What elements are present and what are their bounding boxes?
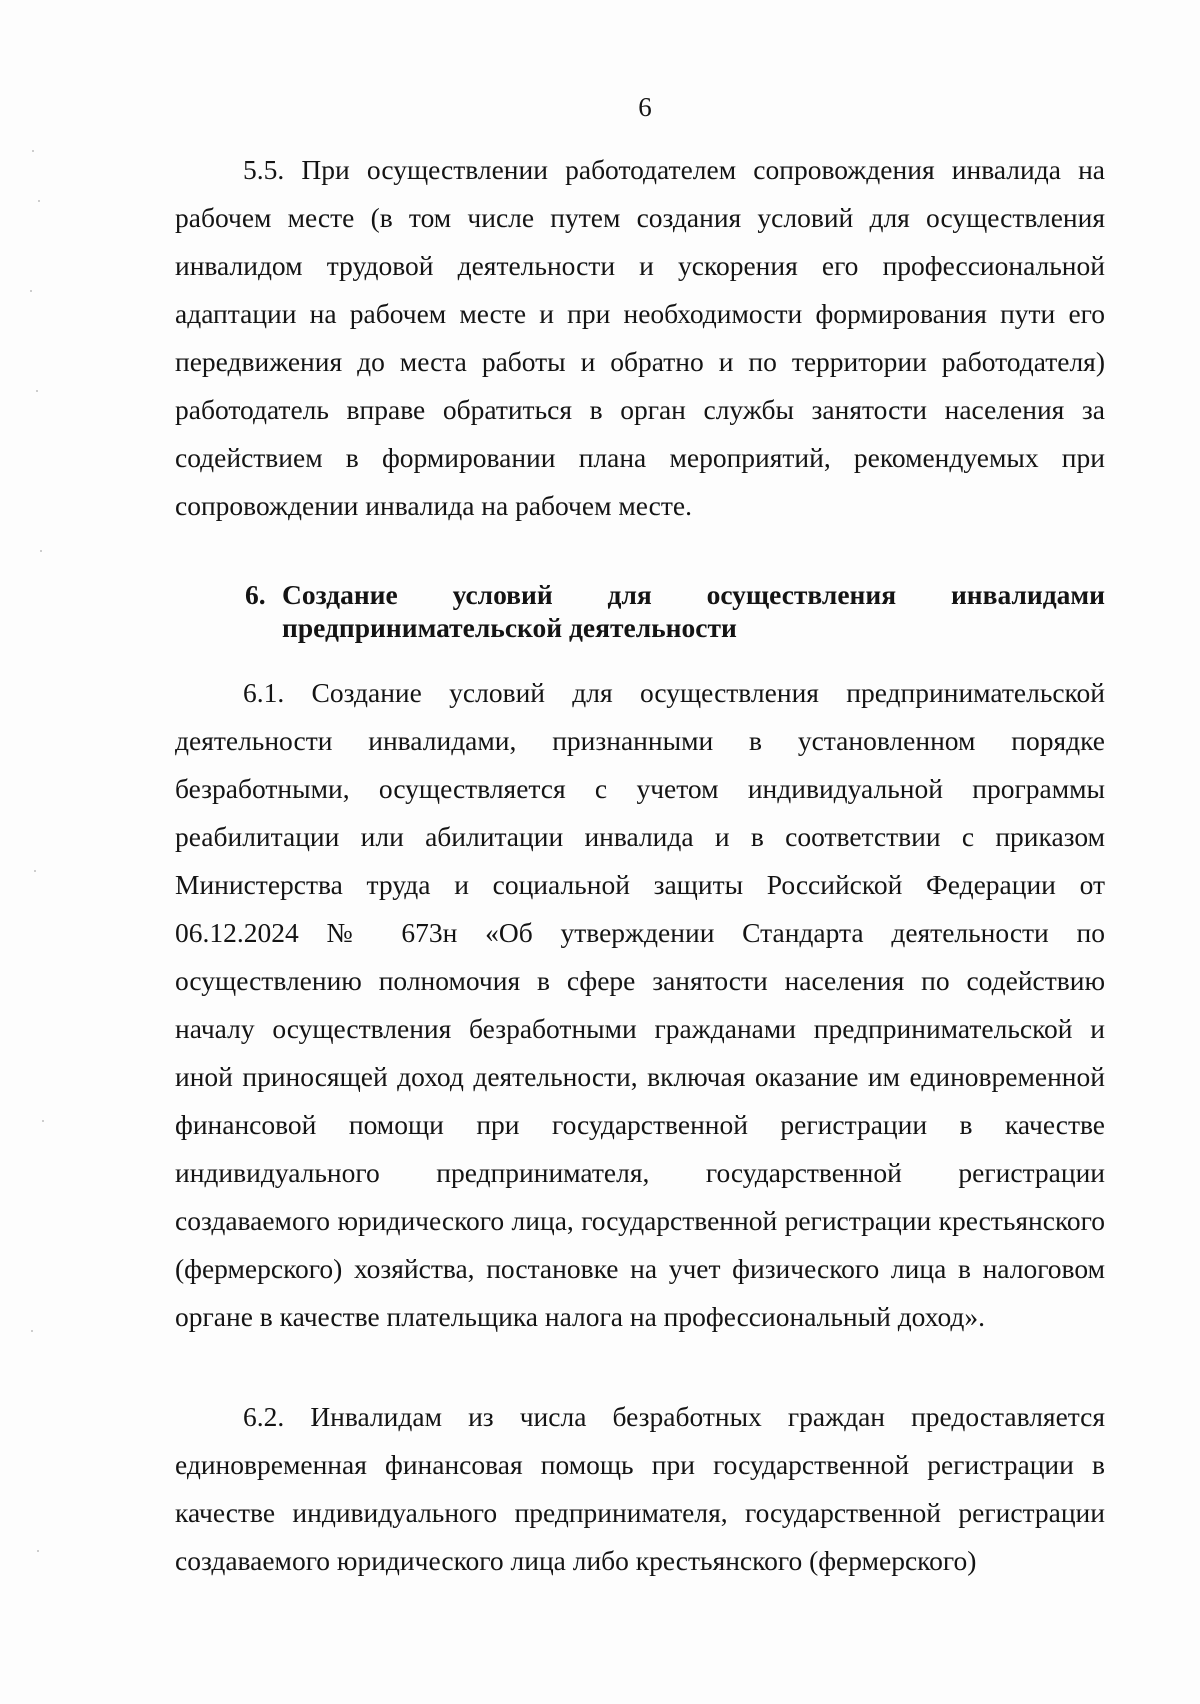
title-word: осуществления [706,579,897,610]
title-word: условий [452,579,553,610]
section-title-line2: предпринимательской деятельности [282,612,737,643]
paragraph-5-5: 5.5. При осуществлении работодателем сопровождения инвалида на рабочем месте (в том числе путем создания условий для осуществления инвалидом трудовой деятельности и ускорения его профессиональной адаптации на рабочем месте и при необходимости формирования пути его передвижения до места работы и обратно и по территории работодателя) работодатель вправе обратиться в орган службы занятости населения за содействием в формировании плана мероприятий, рекомендуемых при сопровождении инвалида на рабочем месте. [175,154,1105,521]
page-number: 6 [638,92,652,122]
scan-speck [38,200,40,202]
section-number: 6. [245,579,266,610]
scan-speck [32,150,34,152]
title-word: инвалидами [950,579,1105,610]
scan-speck [34,870,36,872]
section-title [282,578,1105,644]
scan-artifacts [28,130,68,1630]
scan-speck [37,1550,39,1552]
title-word: Создание [282,579,398,610]
title-word: для [607,579,652,610]
paragraph-6-1: 6.1. Создание условий для осуществления предпринимательской деятельности инвалидами, признанными в установленном порядке безработными, осуществляется с учетом индивидуальной программы реабилитации или абилитации инвалида и в соответствии с приказом Министерства труда и социальной защиты Российской Федерации от 06.12.2024 № 673н «Об утверждении Стандарта деятельности по осуществлению полномочия в сфере занятости населения по содействию началу осуществления безработными гражданами предпринимательской и иной приносящей доход деятельности, включая оказание им единовременной финансовой помощи при государственной регистрации в качестве индивидуального предпринимателя, государственной регистрации создаваемого юридического лица, государственной регистрации крестьянского (фермерского) хозяйства, постановке на учет физического лица в налоговом органе в качестве плательщика налога на профессиональный доход». [175,677,1105,1332]
scan-speck [31,1330,33,1332]
section-heading-6 [245,578,1105,644]
scan-speck [30,290,32,292]
section-title-line1 [282,578,1105,611]
scan-speck [40,550,42,552]
scan-speck [42,1120,44,1122]
paragraph-6-2: 6.2. Инвалидам из числа безработных граждан предоставляется единовременная финансовая помощь при государственной регистрации в качестве индивидуального предпринимателя, государственной регистрации создаваемого юридического лица либо крестьянского (фермерского) [175,1401,1105,1576]
scan-speck [36,390,38,392]
